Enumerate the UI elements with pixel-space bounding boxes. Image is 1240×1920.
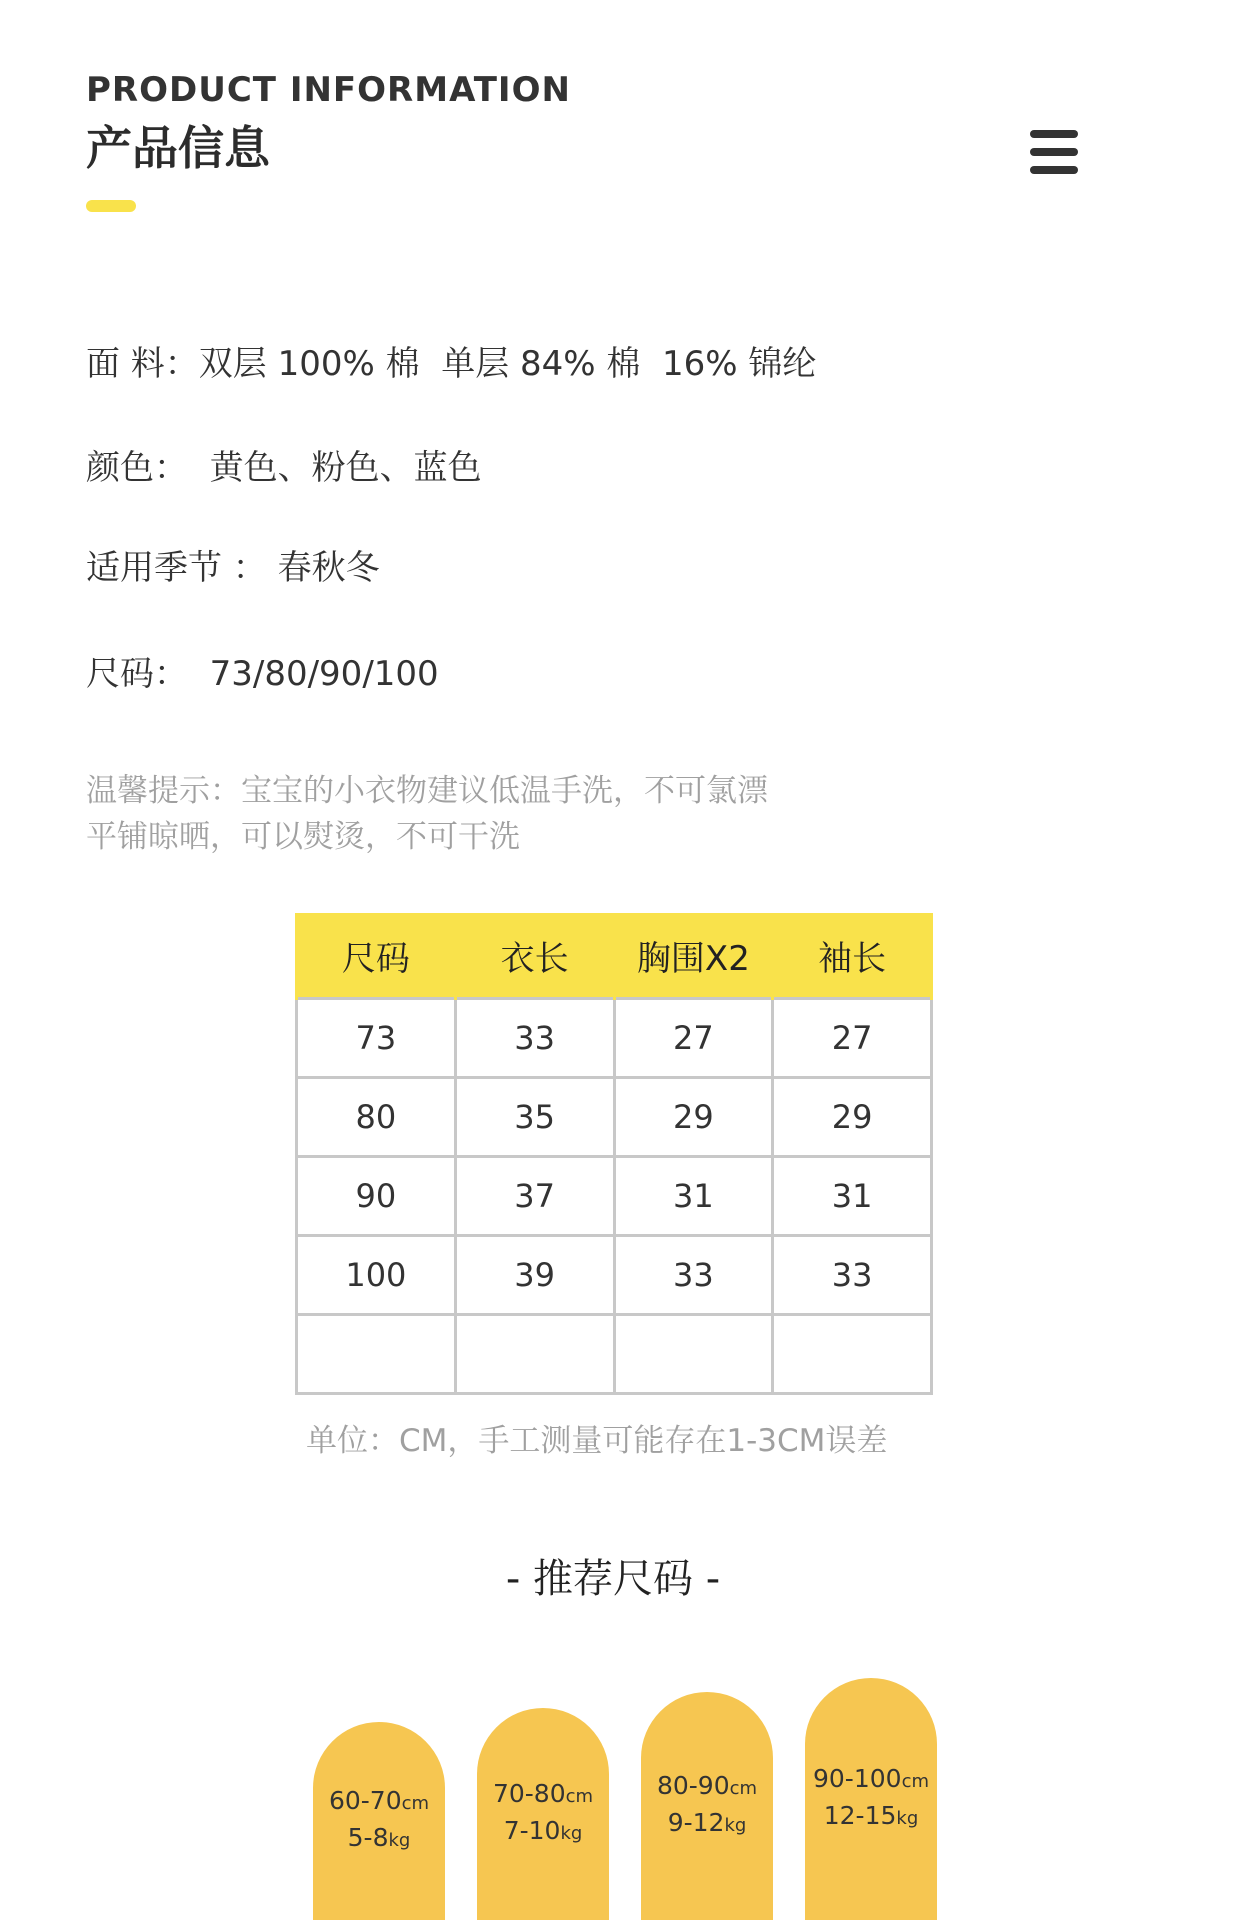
table-cell: 29 — [614, 1078, 773, 1157]
color-info: 颜色： 黄色、粉色、蓝色 — [86, 448, 482, 488]
table-cell — [297, 1315, 456, 1394]
table-cell: 37 — [455, 1157, 614, 1236]
table-cell: 90 — [297, 1157, 456, 1236]
height-unit: cm — [565, 1786, 594, 1807]
table-cell: 27 — [614, 999, 773, 1078]
table-cell: 27 — [773, 999, 932, 1078]
hamburger-menu-icon[interactable] — [1030, 128, 1082, 180]
table-cell — [455, 1315, 614, 1394]
table-cell: 29 — [773, 1078, 932, 1157]
table-cell: 35 — [455, 1078, 614, 1157]
size-table — [295, 913, 933, 1395]
title-accent-bar — [86, 200, 136, 212]
height-range: 90-100 — [813, 1764, 902, 1793]
season-info: 适用季节 ： 春秋冬 — [86, 548, 380, 588]
height-range: 80-90 — [656, 1771, 730, 1800]
table-row — [297, 1157, 932, 1236]
table-cell: 31 — [614, 1157, 773, 1236]
weight-range: 12-15 — [823, 1801, 897, 1830]
table-cell: 73 — [297, 999, 456, 1078]
table-row — [297, 1315, 932, 1394]
size-info: 尺码： 73/80/90/100 — [86, 654, 439, 694]
page-title-en: PRODUCT INFORMATION — [86, 70, 571, 110]
table-header-cell: 胸围X2 — [614, 913, 773, 999]
height-range: 60-70 — [328, 1786, 402, 1815]
table-cell: 39 — [455, 1236, 614, 1315]
weight-unit: kg — [388, 1830, 411, 1851]
measurement-note: 单位：CM，手工测量可能存在1-3CM误差 — [306, 1423, 888, 1459]
table-cell: 100 — [297, 1236, 456, 1315]
size-recommendation-card — [477, 1708, 609, 1920]
table-cell: 33 — [455, 999, 614, 1078]
weight-range: 5-8 — [347, 1823, 389, 1852]
table-cell — [773, 1315, 932, 1394]
page-title-cn: 产品信息 — [86, 121, 270, 175]
care-tip-line-1: 温馨提示：宝宝的小衣物建议低温手洗，不可氯漂 — [86, 773, 768, 809]
table-header-cell: 衣长 — [455, 913, 614, 999]
table-cell: 80 — [297, 1078, 456, 1157]
size-recommendation-card — [313, 1722, 445, 1920]
table-header-row — [297, 913, 932, 999]
table-cell: 33 — [773, 1236, 932, 1315]
table-row — [297, 999, 932, 1078]
weight-unit: kg — [560, 1823, 583, 1844]
table-row — [297, 1078, 932, 1157]
table-row — [297, 1236, 932, 1315]
table-header-cell: 尺码 — [297, 913, 456, 999]
weight-unit: kg — [724, 1815, 747, 1836]
fabric-info: 面 料：双层 100% 棉 单层 84% 棉 16% 锦纶 — [86, 344, 817, 384]
height-range: 70-80 — [492, 1779, 566, 1808]
recommended-size-title: - 推荐尺码 - — [505, 1556, 721, 1602]
height-unit: cm — [729, 1778, 758, 1799]
size-recommendation-card — [805, 1678, 937, 1920]
size-recommendation-card — [641, 1692, 773, 1920]
height-unit: cm — [901, 1771, 929, 1792]
care-tip-line-2: 平铺晾晒，可以熨烫，不可干洗 — [86, 819, 520, 855]
table-cell: 31 — [773, 1157, 932, 1236]
weight-unit: kg — [896, 1808, 919, 1829]
table-header-cell: 袖长 — [773, 913, 932, 999]
weight-range: 7-10 — [503, 1816, 561, 1845]
height-unit: cm — [401, 1793, 430, 1814]
table-cell — [614, 1315, 773, 1394]
table-cell: 33 — [614, 1236, 773, 1315]
weight-range: 9-12 — [667, 1808, 725, 1837]
